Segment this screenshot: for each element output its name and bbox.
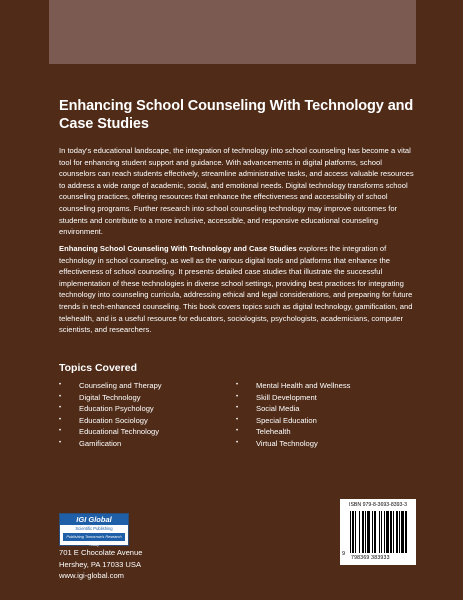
barcode-digits: 798369 383933: [351, 555, 390, 561]
bullet-icon: •: [236, 428, 239, 435]
bullet-icon: •: [236, 382, 239, 388]
topic-item: • Digital Technology: [59, 392, 141, 402]
topic-item: • Virtual Technology: [236, 438, 318, 448]
topic-item: • Telehealth: [236, 427, 291, 437]
bullet-icon: •: [59, 428, 62, 435]
logo-tagline: Publishing Tomorrow's Research Today: [63, 533, 125, 541]
address-line-1: 701 E Chocolate Avenue: [59, 548, 143, 557]
isbn-barcode-box: [340, 499, 416, 565]
bullet-icon: •: [59, 382, 62, 388]
topic-item: • Educational Technology: [59, 427, 160, 437]
description-book-title: Enhancing School Counseling With Technology and Case Studies: [59, 244, 297, 253]
topics-list-left: [59, 380, 162, 450]
bullet-icon: •: [236, 416, 239, 423]
description-paragraph-1: In today's educational landscape, the integration of technology into school counseling has become a vital tool for enhancing student support and guidance. With advancements in digital platforms, school counselors can reach students effectively, streamline administrative tasks, and access valuable resources to address a wide range of academic, social, and emotional needs. Digital technology transforms school counseling practices, offering resources that enhance the effectiveness and accessibility of school counseling programs. Further research into school counseling technology may improve outcomes for students and contribute to a more inclusive, accessible, and responsive educational counseling environment.: [59, 146, 414, 237]
description-body: explores the integration of technology in school counseling, as well as the various digital tools and platforms that enhance the effectiveness of school counseling. It presents detailed case studies that illustrate the successful implementation of these technologies in diverse school settings, providing best practices for integrating technology into counseling curricula, addressing ethical and legal considerations, and preparing for future trends in tech-enhanced counseling. This book covers topics such as digital technology, gamification, and telehealth, and is a useful resource for educators, sociologists, psychologists, academicians, computer scientists, and researchers.: [59, 244, 413, 335]
logo-name: IGI Global: [60, 514, 128, 525]
topic-item: • Skill Development: [236, 392, 317, 402]
isbn-label: ISBN 979-8-3693-8393-3: [349, 502, 407, 508]
barcode-icon: [350, 511, 408, 553]
topic-item: • Counseling and Therapy: [59, 381, 162, 390]
barcode-prefix-digit: 9: [342, 551, 346, 557]
bullet-icon: •: [236, 439, 239, 446]
topics-heading: Topics Covered: [59, 362, 137, 374]
topic-item: • Mental Health and Wellness: [236, 381, 351, 390]
bullet-icon: •: [59, 393, 62, 400]
bullet-icon: •: [236, 393, 239, 400]
topic-item: • Special Education: [236, 415, 317, 425]
description-paragraph-2: [59, 243, 415, 336]
bullet-icon: •: [59, 439, 62, 446]
address-line-2: Hershey, PA 17033 USA: [59, 559, 142, 569]
publisher-website: www.igi-global.com: [59, 571, 124, 581]
publisher-logo: [59, 513, 129, 546]
topics-list-right: [236, 380, 350, 450]
bullet-icon: •: [236, 405, 239, 412]
topic-item: • Education Psychology: [59, 404, 154, 414]
book-title: Enhancing School Counseling With Technology and Case Studies: [59, 98, 414, 132]
topic-item: • Gamification: [59, 438, 122, 448]
publisher-address: [59, 547, 142, 582]
bullet-icon: •: [59, 405, 62, 412]
logo-subtitle: Scientific Publishing: [75, 526, 113, 531]
bullet-icon: •: [59, 416, 62, 423]
topic-item: • Social Media: [236, 404, 300, 414]
cover-top-panel: [49, 0, 416, 64]
topic-item: • Education Sociology: [59, 415, 148, 425]
